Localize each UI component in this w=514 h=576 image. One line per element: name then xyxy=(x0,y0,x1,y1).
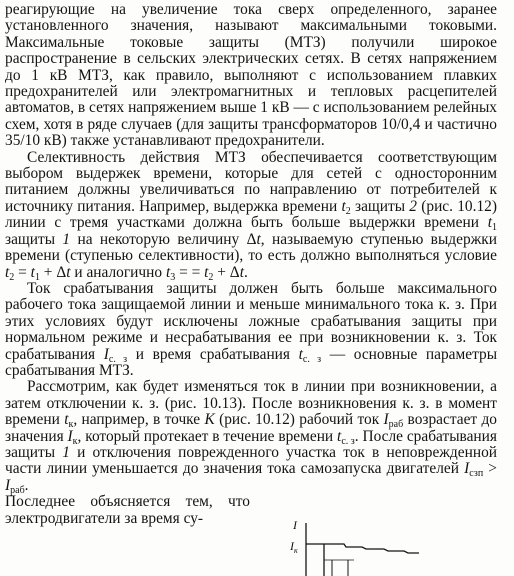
figure-axis-label-i: I xyxy=(293,520,297,532)
paragraph-5: Последнее объясняется тем, что электродвигатели за время су- xyxy=(5,493,250,527)
paragraph-1: реагирующие на увеличение тока сверх определенного, заранее установленного значения, называют максимальными токовыми. Максимальные токовые защиты (МТЗ) получили широкое распространение в сельских электрических сетях. В сетях напряжением до 1 кВ МТЗ, как правило, выполняют с использованием плавких предохранителей или электромагнитных и тепловых расцепителей автоматов, в сетях напряжением выше 1 кВ — с использованием релейных схем, хотя в ряде случаев (для защиты трансформаторов 10/0,4 и частично 35/10 кВ) также устанавливают предохранители. xyxy=(5,1,497,150)
figure-level-label-ik: $I_к$ xyxy=(290,539,298,555)
paragraph-3: Ток срабатывания защиты должен быть больше максимального рабочего тока защищаемой линии и меньше минимального тока к. з. При этих условиях будут исключены ложные срабатывания защиты при нормальном режиме и несрабатывания ее при возникновении к. з. Ток срабатывания $I_{с. з}$ и время срабатывания $t_{с. з}$ — основные параметры срабатывания МТЗ. xyxy=(5,279,498,379)
figure-current-curve xyxy=(306,544,419,553)
current-time-figure xyxy=(284,520,514,576)
paragraph-4: Рассмотрим, как будет изменяться ток в линии при возникновении, а затем отключении к. з. (рис. 10.13). После возникновения к. з. в момент времени $t_к$, например, в точке K (рис. 10.12) рабочий ток $I_{раб}$ возрастает до значения $I_к$, который протекает в течение времени $t_{с. з}$. После срабатывания защиты 1 и отключения поврежденного участка ток в неповрежденной части линии уменьшается до значения тока самозапуска двигателей $I_{сзп} > I_{раб}$. xyxy=(5,378,497,496)
text-body xyxy=(5,2,497,527)
paragraph-2: Селективность действия МТЗ обеспечивается соответствующим выбором выдержек времени, которые для сетей с односторонним питанием должны увеличиваться по направлению от потребителей к источнику питания. Например, выдержка времени $t_2$ защиты 2 (рис. 10.12) линии с тремя участками должна быть больше выдержки времени $t_1$ защиты 1 на некоторую величину Δt, называемую ступенью выдержки времени (ступенью селективности), то есть должно выполняться условие $t_2 = t_1 + \Delta t$ и аналогично $t_3$ = = $t_2 + \Delta t$. xyxy=(5,148,497,283)
